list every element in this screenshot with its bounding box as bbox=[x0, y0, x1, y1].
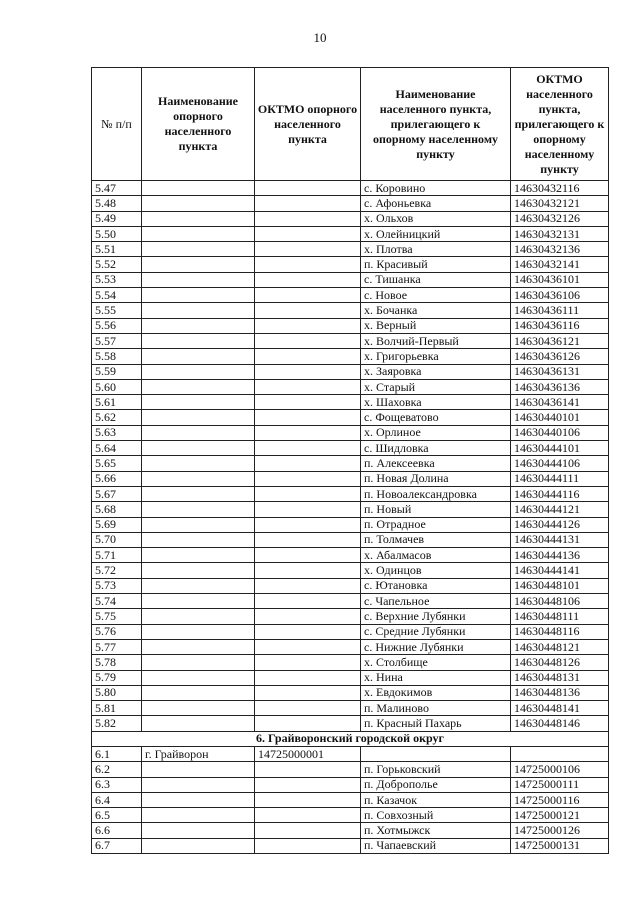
base-settlement-oktmo bbox=[255, 441, 361, 456]
adjacent-settlement-name: с. Нижние Лубянки bbox=[361, 639, 511, 654]
adjacent-settlement-oktmo: 14630440101 bbox=[511, 410, 609, 425]
adjacent-settlement-oktmo: 14725000121 bbox=[511, 808, 609, 823]
adjacent-settlement-oktmo: 14630448126 bbox=[511, 655, 609, 670]
adjacent-settlement-name: х. Григорьевка bbox=[361, 349, 511, 364]
section-5-rows bbox=[92, 181, 609, 732]
base-settlement-oktmo bbox=[255, 792, 361, 807]
base-settlement-name bbox=[142, 441, 255, 456]
row-number: 5.59 bbox=[92, 364, 142, 379]
base-settlement-name bbox=[142, 639, 255, 654]
adjacent-settlement-oktmo: 14630444136 bbox=[511, 548, 609, 563]
adjacent-settlement-oktmo: 14630436101 bbox=[511, 272, 609, 287]
table-header-row bbox=[92, 68, 609, 181]
table-row bbox=[92, 716, 609, 731]
row-number: 5.64 bbox=[92, 441, 142, 456]
adjacent-settlement-name: х. Старый bbox=[361, 379, 511, 394]
table-row bbox=[92, 364, 609, 379]
table-row bbox=[92, 655, 609, 670]
base-settlement-name bbox=[142, 609, 255, 624]
page-number: 10 bbox=[313, 30, 327, 45]
table-row bbox=[92, 578, 609, 593]
adjacent-settlement-name: с. Афоньевка bbox=[361, 196, 511, 211]
base-settlement-name bbox=[142, 823, 255, 838]
base-settlement-name bbox=[142, 349, 255, 364]
row-number: 5.48 bbox=[92, 196, 142, 211]
row-number: 5.53 bbox=[92, 272, 142, 287]
adjacent-settlement-oktmo: 14630436116 bbox=[511, 318, 609, 333]
table-row bbox=[92, 701, 609, 716]
row-number: 6.1 bbox=[92, 746, 142, 761]
base-settlement-oktmo bbox=[255, 318, 361, 333]
adjacent-settlement-oktmo: 14630448136 bbox=[511, 685, 609, 700]
row-number: 5.52 bbox=[92, 257, 142, 272]
table-row bbox=[92, 486, 609, 501]
base-settlement-oktmo bbox=[255, 502, 361, 517]
base-settlement-name bbox=[142, 594, 255, 609]
base-settlement-name bbox=[142, 563, 255, 578]
table-row bbox=[92, 303, 609, 318]
adjacent-settlement-oktmo: 14630444101 bbox=[511, 441, 609, 456]
adjacent-settlement-name: с. Новое bbox=[361, 288, 511, 303]
base-settlement-name bbox=[142, 548, 255, 563]
row-number: 5.60 bbox=[92, 379, 142, 394]
table-row bbox=[92, 410, 609, 425]
adjacent-settlement-name: х. Орлиное bbox=[361, 425, 511, 440]
table-row bbox=[92, 548, 609, 563]
base-settlement-name bbox=[142, 395, 255, 410]
base-settlement-name bbox=[142, 471, 255, 486]
adjacent-settlement-oktmo: 14630436136 bbox=[511, 379, 609, 394]
table-row bbox=[92, 563, 609, 578]
base-settlement-name bbox=[142, 685, 255, 700]
base-settlement-name bbox=[142, 425, 255, 440]
base-settlement-name bbox=[142, 701, 255, 716]
table-row bbox=[92, 349, 609, 364]
adjacent-settlement-name: с. Тишанка bbox=[361, 272, 511, 287]
adjacent-settlement-oktmo: 14630432121 bbox=[511, 196, 609, 211]
row-number: 5.79 bbox=[92, 670, 142, 685]
header-num: № п/п bbox=[92, 68, 142, 181]
base-settlement-name bbox=[142, 502, 255, 517]
base-settlement-name bbox=[142, 838, 255, 853]
base-settlement-oktmo bbox=[255, 777, 361, 792]
base-settlement-oktmo bbox=[255, 594, 361, 609]
base-settlement-oktmo bbox=[255, 517, 361, 532]
base-settlement-oktmo bbox=[255, 303, 361, 318]
adjacent-settlement-oktmo: 14630436131 bbox=[511, 364, 609, 379]
adjacent-settlement-name: х. Евдокимов bbox=[361, 685, 511, 700]
adjacent-settlement-oktmo: 14630444111 bbox=[511, 471, 609, 486]
row-number: 5.54 bbox=[92, 288, 142, 303]
table-row bbox=[92, 792, 609, 807]
base-settlement-oktmo bbox=[255, 670, 361, 685]
adjacent-settlement-name: п. Толмачев bbox=[361, 532, 511, 547]
adjacent-settlement-name: п. Алексеевка bbox=[361, 456, 511, 471]
base-settlement-name bbox=[142, 272, 255, 287]
base-settlement-oktmo bbox=[255, 379, 361, 394]
adjacent-settlement-oktmo: 14725000111 bbox=[511, 777, 609, 792]
adjacent-settlement-name: п. Доброполье bbox=[361, 777, 511, 792]
base-settlement-name bbox=[142, 716, 255, 731]
table-row bbox=[92, 685, 609, 700]
row-number: 5.75 bbox=[92, 609, 142, 624]
table-row bbox=[92, 456, 609, 471]
adjacent-settlement-name: х. Нина bbox=[361, 670, 511, 685]
adjacent-settlement-name: п. Красный Пахарь bbox=[361, 716, 511, 731]
row-number: 5.72 bbox=[92, 563, 142, 578]
base-settlement-name bbox=[142, 288, 255, 303]
base-settlement-oktmo bbox=[255, 532, 361, 547]
base-settlement-name bbox=[142, 226, 255, 241]
base-settlement-name bbox=[142, 333, 255, 348]
row-number: 5.73 bbox=[92, 578, 142, 593]
base-settlement-name bbox=[142, 517, 255, 532]
row-number: 5.74 bbox=[92, 594, 142, 609]
base-settlement-oktmo: 14725000001 bbox=[255, 746, 361, 761]
adjacent-settlement-name: п. Новый bbox=[361, 502, 511, 517]
table-row bbox=[92, 532, 609, 547]
row-number: 5.61 bbox=[92, 395, 142, 410]
adjacent-settlement-name: с. Ютановка bbox=[361, 578, 511, 593]
base-settlement-name bbox=[142, 379, 255, 394]
base-settlement-oktmo bbox=[255, 425, 361, 440]
header-adjacent-name: Наименование населенного пункта, прилегающего к опорному населенному пункту bbox=[361, 68, 511, 181]
row-number: 5.57 bbox=[92, 333, 142, 348]
row-number: 5.76 bbox=[92, 624, 142, 639]
base-settlement-oktmo bbox=[255, 655, 361, 670]
base-settlement-oktmo bbox=[255, 639, 361, 654]
base-settlement-oktmo bbox=[255, 563, 361, 578]
base-settlement-name bbox=[142, 808, 255, 823]
adjacent-settlement-oktmo: 14725000131 bbox=[511, 838, 609, 853]
base-settlement-oktmo bbox=[255, 624, 361, 639]
adjacent-settlement-oktmo: 14630444141 bbox=[511, 563, 609, 578]
row-number: 5.47 bbox=[92, 181, 142, 196]
row-number: 5.78 bbox=[92, 655, 142, 670]
row-number: 5.80 bbox=[92, 685, 142, 700]
base-settlement-oktmo bbox=[255, 456, 361, 471]
row-number: 5.81 bbox=[92, 701, 142, 716]
table-row bbox=[92, 425, 609, 440]
table-row bbox=[92, 226, 609, 241]
base-settlement-name bbox=[142, 456, 255, 471]
section-title-row bbox=[92, 731, 609, 746]
table-row bbox=[92, 670, 609, 685]
row-number: 6.4 bbox=[92, 792, 142, 807]
adjacent-settlement-oktmo: 14630444121 bbox=[511, 502, 609, 517]
base-settlement-oktmo bbox=[255, 838, 361, 853]
row-number: 6.7 bbox=[92, 838, 142, 853]
adjacent-settlement-oktmo bbox=[511, 746, 609, 761]
table-row bbox=[92, 502, 609, 517]
row-number: 5.69 bbox=[92, 517, 142, 532]
base-settlement-name bbox=[142, 242, 255, 257]
base-settlement-oktmo bbox=[255, 609, 361, 624]
adjacent-settlement-oktmo: 14630436126 bbox=[511, 349, 609, 364]
row-number: 5.70 bbox=[92, 532, 142, 547]
adjacent-settlement-name: п. Новоалександровка bbox=[361, 486, 511, 501]
adjacent-settlement-name: с. Чапельное bbox=[361, 594, 511, 609]
adjacent-settlement-oktmo: 14630444131 bbox=[511, 532, 609, 547]
base-settlement-name bbox=[142, 762, 255, 777]
table-row bbox=[92, 808, 609, 823]
base-settlement-oktmo bbox=[255, 716, 361, 731]
adjacent-settlement-oktmo: 14630432136 bbox=[511, 242, 609, 257]
adjacent-settlement-oktmo: 14630432116 bbox=[511, 181, 609, 196]
row-number: 5.71 bbox=[92, 548, 142, 563]
header-base-name: Наименование опорного населенного пункта bbox=[142, 68, 255, 181]
row-number: 5.56 bbox=[92, 318, 142, 333]
table-row bbox=[92, 395, 609, 410]
table-row bbox=[92, 594, 609, 609]
base-settlement-oktmo bbox=[255, 395, 361, 410]
adjacent-settlement-name: х. Столбище bbox=[361, 655, 511, 670]
row-number: 5.50 bbox=[92, 226, 142, 241]
row-number: 5.65 bbox=[92, 456, 142, 471]
row-number: 5.68 bbox=[92, 502, 142, 517]
row-number: 5.49 bbox=[92, 211, 142, 226]
adjacent-settlement-oktmo: 14630432131 bbox=[511, 226, 609, 241]
adjacent-settlement-oktmo: 14630448146 bbox=[511, 716, 609, 731]
adjacent-settlement-name: х. Верный bbox=[361, 318, 511, 333]
adjacent-settlement-oktmo: 14630436141 bbox=[511, 395, 609, 410]
adjacent-settlement-oktmo: 14630436106 bbox=[511, 288, 609, 303]
table-row bbox=[92, 838, 609, 853]
row-number: 5.58 bbox=[92, 349, 142, 364]
adjacent-settlement-name: х. Одинцов bbox=[361, 563, 511, 578]
row-number: 5.62 bbox=[92, 410, 142, 425]
base-settlement-oktmo bbox=[255, 181, 361, 196]
base-settlement-oktmo bbox=[255, 548, 361, 563]
base-settlement-oktmo bbox=[255, 364, 361, 379]
adjacent-settlement-name: с. Средние Лубянки bbox=[361, 624, 511, 639]
adjacent-settlement-oktmo: 14630448141 bbox=[511, 701, 609, 716]
base-settlement-name bbox=[142, 486, 255, 501]
base-settlement-oktmo bbox=[255, 701, 361, 716]
row-number: 5.51 bbox=[92, 242, 142, 257]
settlements-table bbox=[91, 67, 609, 854]
adjacent-settlement-name: с. Коровино bbox=[361, 181, 511, 196]
row-number: 5.67 bbox=[92, 486, 142, 501]
base-settlement-oktmo bbox=[255, 272, 361, 287]
table-row bbox=[92, 624, 609, 639]
adjacent-settlement-oktmo: 14630444106 bbox=[511, 456, 609, 471]
base-settlement-name bbox=[142, 303, 255, 318]
adjacent-settlement-name: п. Хотмыжск bbox=[361, 823, 511, 838]
base-settlement-name bbox=[142, 181, 255, 196]
base-settlement-name bbox=[142, 670, 255, 685]
table-row bbox=[92, 517, 609, 532]
base-settlement-oktmo bbox=[255, 226, 361, 241]
adjacent-settlement-oktmo: 14630448116 bbox=[511, 624, 609, 639]
row-number: 6.6 bbox=[92, 823, 142, 838]
adjacent-settlement-oktmo: 14630448121 bbox=[511, 639, 609, 654]
base-settlement-oktmo bbox=[255, 211, 361, 226]
adjacent-settlement-oktmo: 14630440106 bbox=[511, 425, 609, 440]
adjacent-settlement-name: х. Шаховка bbox=[361, 395, 511, 410]
base-settlement-name bbox=[142, 777, 255, 792]
header-base-oktmo: ОКТМО опорного населенного пункта bbox=[255, 68, 361, 181]
row-number: 5.55 bbox=[92, 303, 142, 318]
base-settlement-oktmo bbox=[255, 410, 361, 425]
adjacent-settlement-oktmo: 14630448106 bbox=[511, 594, 609, 609]
adjacent-settlement-oktmo: 14630432141 bbox=[511, 257, 609, 272]
row-number: 5.63 bbox=[92, 425, 142, 440]
adjacent-settlement-oktmo: 14630448131 bbox=[511, 670, 609, 685]
adjacent-settlement-name: х. Бочанка bbox=[361, 303, 511, 318]
base-settlement-name bbox=[142, 196, 255, 211]
base-settlement-oktmo bbox=[255, 685, 361, 700]
table-row bbox=[92, 257, 609, 272]
table-row bbox=[92, 777, 609, 792]
table-row bbox=[92, 746, 609, 761]
row-number: 5.77 bbox=[92, 639, 142, 654]
table-row bbox=[92, 639, 609, 654]
table-row bbox=[92, 762, 609, 777]
base-settlement-oktmo bbox=[255, 196, 361, 211]
adjacent-settlement-name: п. Красивый bbox=[361, 257, 511, 272]
table-row bbox=[92, 242, 609, 257]
base-settlement-name bbox=[142, 532, 255, 547]
base-settlement-name bbox=[142, 364, 255, 379]
adjacent-settlement-name: х. Плотва bbox=[361, 242, 511, 257]
adjacent-settlement-oktmo: 14630444116 bbox=[511, 486, 609, 501]
adjacent-settlement-name: х. Волчий-Первый bbox=[361, 333, 511, 348]
base-settlement-oktmo bbox=[255, 578, 361, 593]
adjacent-settlement-name: п. Совхозный bbox=[361, 808, 511, 823]
adjacent-settlement-name: х. Абалмасов bbox=[361, 548, 511, 563]
table-row bbox=[92, 333, 609, 348]
table-row bbox=[92, 441, 609, 456]
row-number: 5.66 bbox=[92, 471, 142, 486]
adjacent-settlement-name: с. Фощеватово bbox=[361, 410, 511, 425]
base-settlement-name bbox=[142, 257, 255, 272]
adjacent-settlement-name: с. Верхние Лубянки bbox=[361, 609, 511, 624]
adjacent-settlement-name bbox=[361, 746, 511, 761]
adjacent-settlement-name: п. Новая Долина bbox=[361, 471, 511, 486]
row-number: 6.2 bbox=[92, 762, 142, 777]
base-settlement-oktmo bbox=[255, 242, 361, 257]
table-row bbox=[92, 609, 609, 624]
adjacent-settlement-name: п. Казачок bbox=[361, 792, 511, 807]
base-settlement-name bbox=[142, 792, 255, 807]
adjacent-settlement-oktmo: 14630444126 bbox=[511, 517, 609, 532]
table-row bbox=[92, 181, 609, 196]
adjacent-settlement-oktmo: 14630436121 bbox=[511, 333, 609, 348]
adjacent-settlement-oktmo: 14630436111 bbox=[511, 303, 609, 318]
adjacent-settlement-oktmo: 14630432126 bbox=[511, 211, 609, 226]
row-number: 6.3 bbox=[92, 777, 142, 792]
adjacent-settlement-name: х. Ольхов bbox=[361, 211, 511, 226]
adjacent-settlement-name: с. Шидловка bbox=[361, 441, 511, 456]
base-settlement-name bbox=[142, 318, 255, 333]
table-row bbox=[92, 379, 609, 394]
base-settlement-oktmo bbox=[255, 823, 361, 838]
base-settlement-name bbox=[142, 655, 255, 670]
adjacent-settlement-oktmo: 14630448101 bbox=[511, 578, 609, 593]
adjacent-settlement-name: п. Горьковский bbox=[361, 762, 511, 777]
table-row bbox=[92, 211, 609, 226]
table-row bbox=[92, 272, 609, 287]
adjacent-settlement-oktmo: 14725000126 bbox=[511, 823, 609, 838]
table-row bbox=[92, 196, 609, 211]
row-number: 6.5 bbox=[92, 808, 142, 823]
table-row bbox=[92, 823, 609, 838]
base-settlement-oktmo bbox=[255, 471, 361, 486]
base-settlement-name bbox=[142, 578, 255, 593]
base-settlement-oktmo bbox=[255, 808, 361, 823]
adjacent-settlement-name: п. Отрадное bbox=[361, 517, 511, 532]
header-adjacent-oktmo: ОКТМО населенного пункта, прилегающего к опорному населенному пункту bbox=[511, 68, 609, 181]
base-settlement-oktmo bbox=[255, 333, 361, 348]
base-settlement-oktmo bbox=[255, 349, 361, 364]
adjacent-settlement-name: п. Чапаевский bbox=[361, 838, 511, 853]
table-row bbox=[92, 288, 609, 303]
base-settlement-name bbox=[142, 211, 255, 226]
adjacent-settlement-oktmo: 14725000106 bbox=[511, 762, 609, 777]
base-settlement-name: г. Грайворон bbox=[142, 746, 255, 761]
section-title: 6. Грайворонский городской округ bbox=[92, 731, 609, 746]
base-settlement-name bbox=[142, 410, 255, 425]
adjacent-settlement-name: х. Олейницкий bbox=[361, 226, 511, 241]
base-settlement-oktmo bbox=[255, 486, 361, 501]
row-number: 5.82 bbox=[92, 716, 142, 731]
adjacent-settlement-name: п. Малиново bbox=[361, 701, 511, 716]
base-settlement-oktmo bbox=[255, 762, 361, 777]
base-settlement-oktmo bbox=[255, 257, 361, 272]
section-6-rows bbox=[92, 746, 609, 853]
base-settlement-name bbox=[142, 624, 255, 639]
table-row bbox=[92, 471, 609, 486]
adjacent-settlement-oktmo: 14725000116 bbox=[511, 792, 609, 807]
table-row bbox=[92, 318, 609, 333]
section-6-header bbox=[92, 731, 609, 746]
adjacent-settlement-oktmo: 14630448111 bbox=[511, 609, 609, 624]
adjacent-settlement-name: х. Заяровка bbox=[361, 364, 511, 379]
base-settlement-oktmo bbox=[255, 288, 361, 303]
